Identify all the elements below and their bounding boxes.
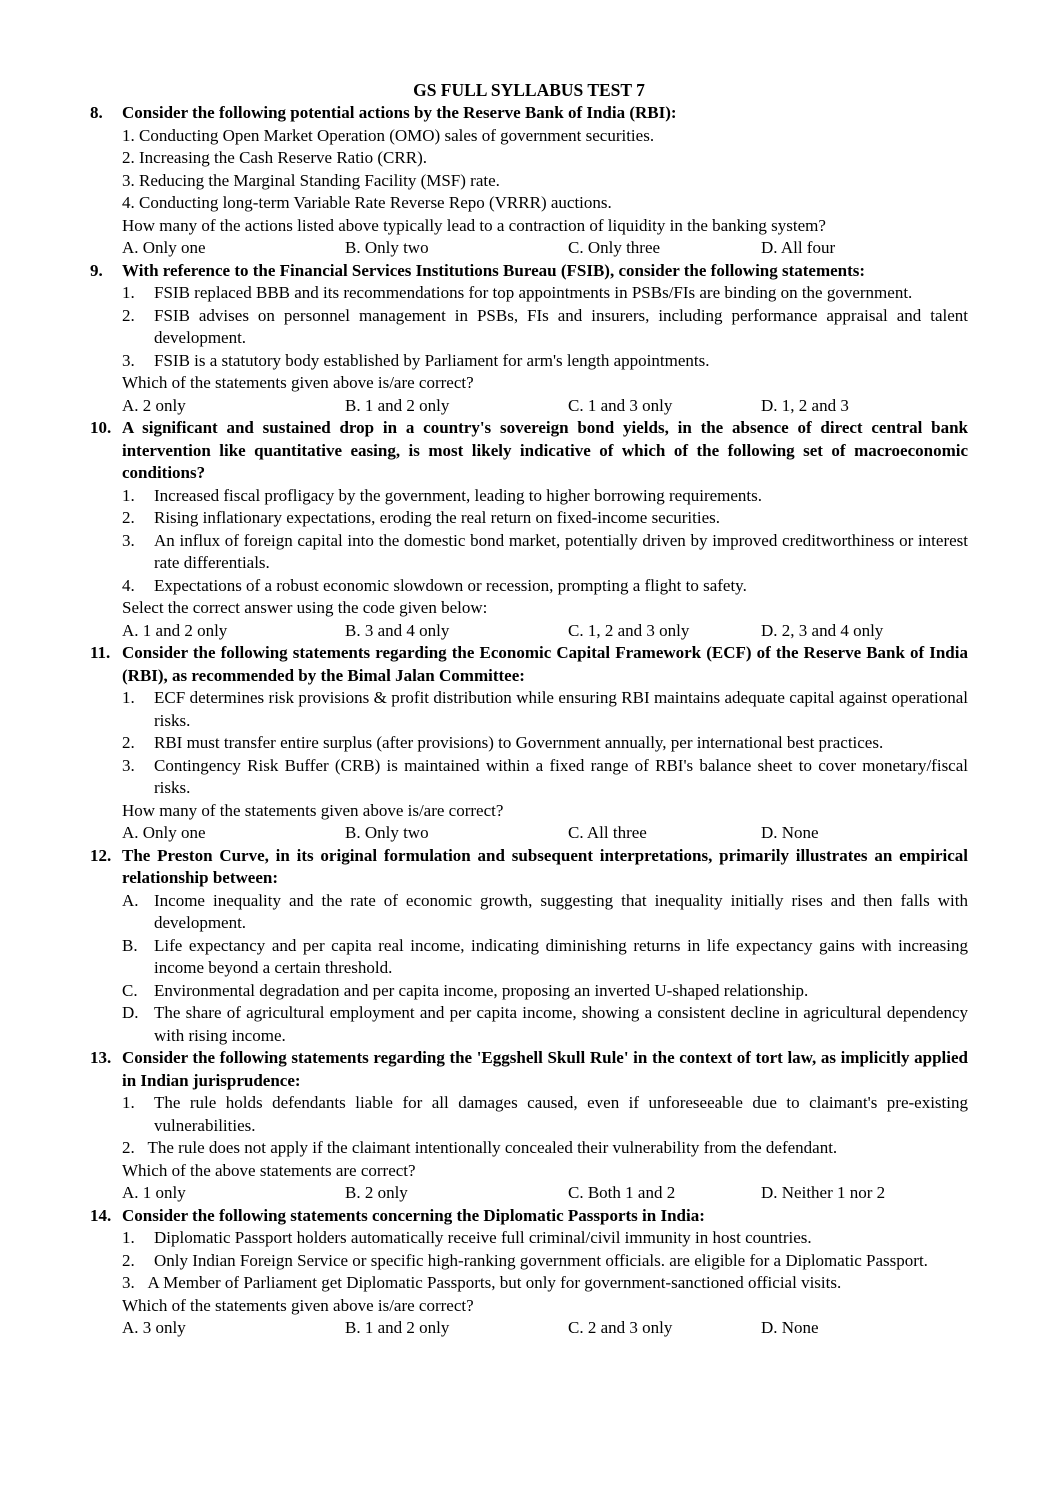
statement-item [122,530,968,575]
question-prompt: How many of the statements given above is/are correct? [122,800,504,820]
answer-option[interactable]: D. All four [761,238,836,257]
question [90,417,968,642]
statement-text: Contingency Risk Buffer (CRB) is maintained within a fixed range of RBI's balance sheet to cover monetary/fiscal risks. [154,755,968,797]
question-number: 11. [90,643,111,662]
statement-number: 2. [122,1138,135,1157]
statement-item [122,687,968,732]
statement-number: 2. [122,305,135,325]
question-list [90,102,968,1340]
question-number: 12. [90,845,112,865]
statement-item [122,1092,968,1137]
question [90,260,968,418]
answer-option[interactable]: C. All three [568,823,647,842]
statement-item [122,350,968,373]
statement-text: ECF determines risk provisions & profit distribution while ensuring RBI maintains adequate capital against operational risks. [154,688,968,730]
answer-option[interactable]: A. Only one [122,238,206,257]
question [90,1047,968,1205]
question-stem [90,102,968,125]
statement-item [122,755,968,800]
answer-option[interactable]: B. 1 and 2 only [345,395,450,415]
question [90,1205,968,1340]
question-stem [90,417,968,485]
statement-item [122,1227,968,1250]
statement-number: C. [122,980,138,1000]
statement-item [122,980,968,1003]
statement-item [122,1137,968,1160]
statement-number: 1. [122,688,135,707]
statement-item [122,170,968,193]
answer-option[interactable]: A. 1 and 2 only [122,620,228,640]
statement-text: Increased fiscal profligacy by the government, leading to higher borrowing requirements. [154,485,763,505]
statement-number: A. [122,890,139,910]
statement-number: B. [122,935,138,955]
answer-option[interactable]: C. 1 and 3 only [568,395,673,415]
answer-option[interactable]: B. Only two [345,823,429,842]
statement-number: 3. [122,170,135,190]
statement-item [122,125,968,148]
question-prompt: Select the correct answer using the code given below: [122,598,488,617]
question-text: The Preston Curve, in its original formulation and subsequent interpretations, primarily illustrates an empirical relationship between: [122,845,968,887]
statement-item [122,1272,968,1295]
question-stem [90,642,968,687]
answer-option[interactable]: C. Only three [568,238,661,257]
statement-text: Diplomatic Passport holders automatically receive full criminal/civil immunity in host countries. [154,1228,812,1247]
spacer [135,1137,148,1160]
statement-item [122,575,968,598]
statement-number: 2. [122,1250,135,1270]
statement-text: Conducting Open Market Operation (OMO) sales of government securities. [139,125,655,145]
question [90,845,968,1048]
statement-item [122,890,968,935]
statement-text: FSIB replaced BBB and its recommendations for top appointments in PSBs/FIs are binding on the government. [154,283,913,302]
statement-text: The rule holds defendants liable for all damages caused, even if unforeseeable due to claimant's pre-existing vulnerabilities. [154,1093,968,1135]
statement-number: 1. [122,1228,135,1247]
statement-text: RBI must transfer entire surplus (after provisions) to Government annually, per international best practices. [154,733,884,752]
question-body [122,125,968,260]
question-prompt: Which of the statements given above is/are correct? [122,1295,474,1315]
statement-text: FSIB advises on personnel management in PSBs, FIs and insurers, including performance appraisal and talent development. [154,305,968,347]
spacer [135,1272,148,1295]
statement-text: Only Indian Foreign Service or specific high-ranking government officials. are eligible for a Diplomatic Passport. [154,1250,928,1270]
answer-option[interactable]: C. 2 and 3 only [568,1318,673,1337]
answer-option[interactable]: B. 2 only [345,1183,408,1202]
statement-item [122,1002,968,1047]
question-prompt: How many of the actions listed above typically lead to a contraction of liquidity in the banking system? [122,215,826,235]
statement-number: 3. [122,1273,135,1292]
question-prompt: Which of the above statements are correct? [122,1160,416,1180]
answer-option[interactable]: A. Only one [122,823,206,842]
statement-item [122,935,968,980]
answer-options [122,1182,968,1205]
answer-options [122,620,968,643]
question-number: 8. [90,103,103,122]
statement-number: 2. [122,733,135,752]
answer-options [122,395,968,418]
statement-text: Income inequality and the rate of economic growth, suggesting that inequality initially rises and then falls with development. [154,890,968,932]
question-body [122,485,968,643]
statement-text: FSIB is a statutory body established by Parliament for arm's length appointments. [154,350,710,370]
question-stem [90,1205,968,1228]
statement-item [122,1250,968,1273]
answer-option[interactable]: D. None [761,1318,819,1337]
statement-text: Reducing the Marginal Standing Facility (MSF) rate. [139,170,500,190]
answer-option[interactable]: B. 1 and 2 only [345,1318,450,1337]
statement-item [122,305,968,350]
statement-item [122,507,968,530]
statement-item [122,147,968,170]
statement-item [122,282,968,305]
statement-text: An influx of foreign capital into the domestic bond market, potentially driven by improved creditworthiness or interest rate differentials. [154,530,968,572]
statement-text: Conducting long-term Variable Rate Reverse Repo (VRRR) auctions. [139,193,612,212]
statement-number: 4. [122,193,135,212]
statement-item [122,732,968,755]
answer-option[interactable]: C. 1, 2 and 3 only [568,620,690,640]
question-body [122,687,968,845]
question-text: A significant and sustained drop in a country's sovereign bond yields, in the absence of direct central bank intervention like quantitative easing, is most likely indicative of which of the following set of macroeconomic conditions? [122,418,968,482]
statement-text: The share of agricultural employment and per capita income, showing a consistent decline in agricultural dependency with rising income. [154,1003,968,1045]
question-number: 14. [90,1205,112,1225]
question-number: 10. [90,418,112,437]
statement-number: 1. [122,1093,135,1112]
question-body [122,1092,968,1205]
statement-number: 3. [122,530,135,550]
statement-text: The rule does not apply if the claimant intentionally concealed their vulnerability from the defendant. [147,1138,838,1157]
answer-option[interactable]: D. 2, 3 and 4 only [761,620,884,640]
answer-options [122,1317,968,1340]
statement-text: Life expectancy and per capita real income, indicating diminishing returns in life expectancy gains with increasing income beyond a certain threshold. [154,935,968,977]
statement-number: 4. [122,575,135,595]
statement-number: 1. [122,485,135,505]
statement-text: Environmental degradation and per capita income, proposing an inverted U-shaped relationship. [154,980,809,1000]
answer-option[interactable]: A. 3 only [122,1318,186,1337]
page-title: GS FULL SYLLABUS TEST 7 [413,80,645,100]
statement-number: 1. [122,125,135,145]
question-stem [90,845,968,890]
question-text: Consider the following statements regarding the Economic Capital Framework (ECF) of the Reserve Bank of India (RBI), as recommended by the Bimal Jalan Committee: [122,643,968,685]
statement-number: D. [122,1003,139,1022]
answer-option[interactable]: A. 1 only [122,1183,186,1202]
answer-option[interactable]: A. 2 only [122,395,186,415]
statement-number: 2. [122,148,135,167]
answer-option[interactable]: B. 3 and 4 only [345,620,450,640]
statement-item [122,485,968,508]
answer-option[interactable]: B. Only two [345,238,429,257]
question-text: Consider the following statements regarding the 'Eggshell Skull Rule' in the context of tort law, as implicitly applied in Indian jurisprudence: [122,1048,968,1090]
question-body [122,890,968,1048]
statement-number: 3. [122,755,135,775]
question [90,102,968,260]
statement-text: Rising inflationary expectations, eroding the real return on fixed-income securities. [154,508,721,527]
answer-options [122,237,968,260]
question-stem [90,260,968,283]
statement-text: Increasing the Cash Reserve Ratio (CRR). [139,148,427,167]
statement-item [122,192,968,215]
question-stem [90,1047,968,1092]
statement-number: 3. [122,350,135,370]
statement-text: Expectations of a robust economic slowdown or recession, prompting a flight to safety. [154,575,747,595]
statement-number: 1. [122,283,135,302]
statement-number: 2. [122,508,135,527]
question-number: 9. [90,260,103,280]
answer-option[interactable]: D. 1, 2 and 3 [761,395,849,415]
answer-option[interactable]: C. Both 1 and 2 [568,1183,676,1202]
question-text: With reference to the Financial Services Institutions Bureau (FSIB), consider the following statements: [122,260,866,280]
question-text: Consider the following statements concerning the Diplomatic Passports in India: [122,1205,705,1225]
question-text: Consider the following potential actions by the Reserve Bank of India (RBI): [122,103,677,122]
answer-options [122,822,968,845]
answer-option[interactable]: D. None [761,823,819,842]
answer-option[interactable]: D. Neither 1 nor 2 [761,1183,886,1202]
statement-text: A Member of Parliament get Diplomatic Passports, but only for government-sanctioned official visits. [147,1273,842,1292]
question-prompt: Which of the statements given above is/are correct? [122,373,474,392]
question-body [122,1227,968,1340]
question [90,642,968,845]
question-number: 13. [90,1048,112,1067]
question-body [122,282,968,417]
